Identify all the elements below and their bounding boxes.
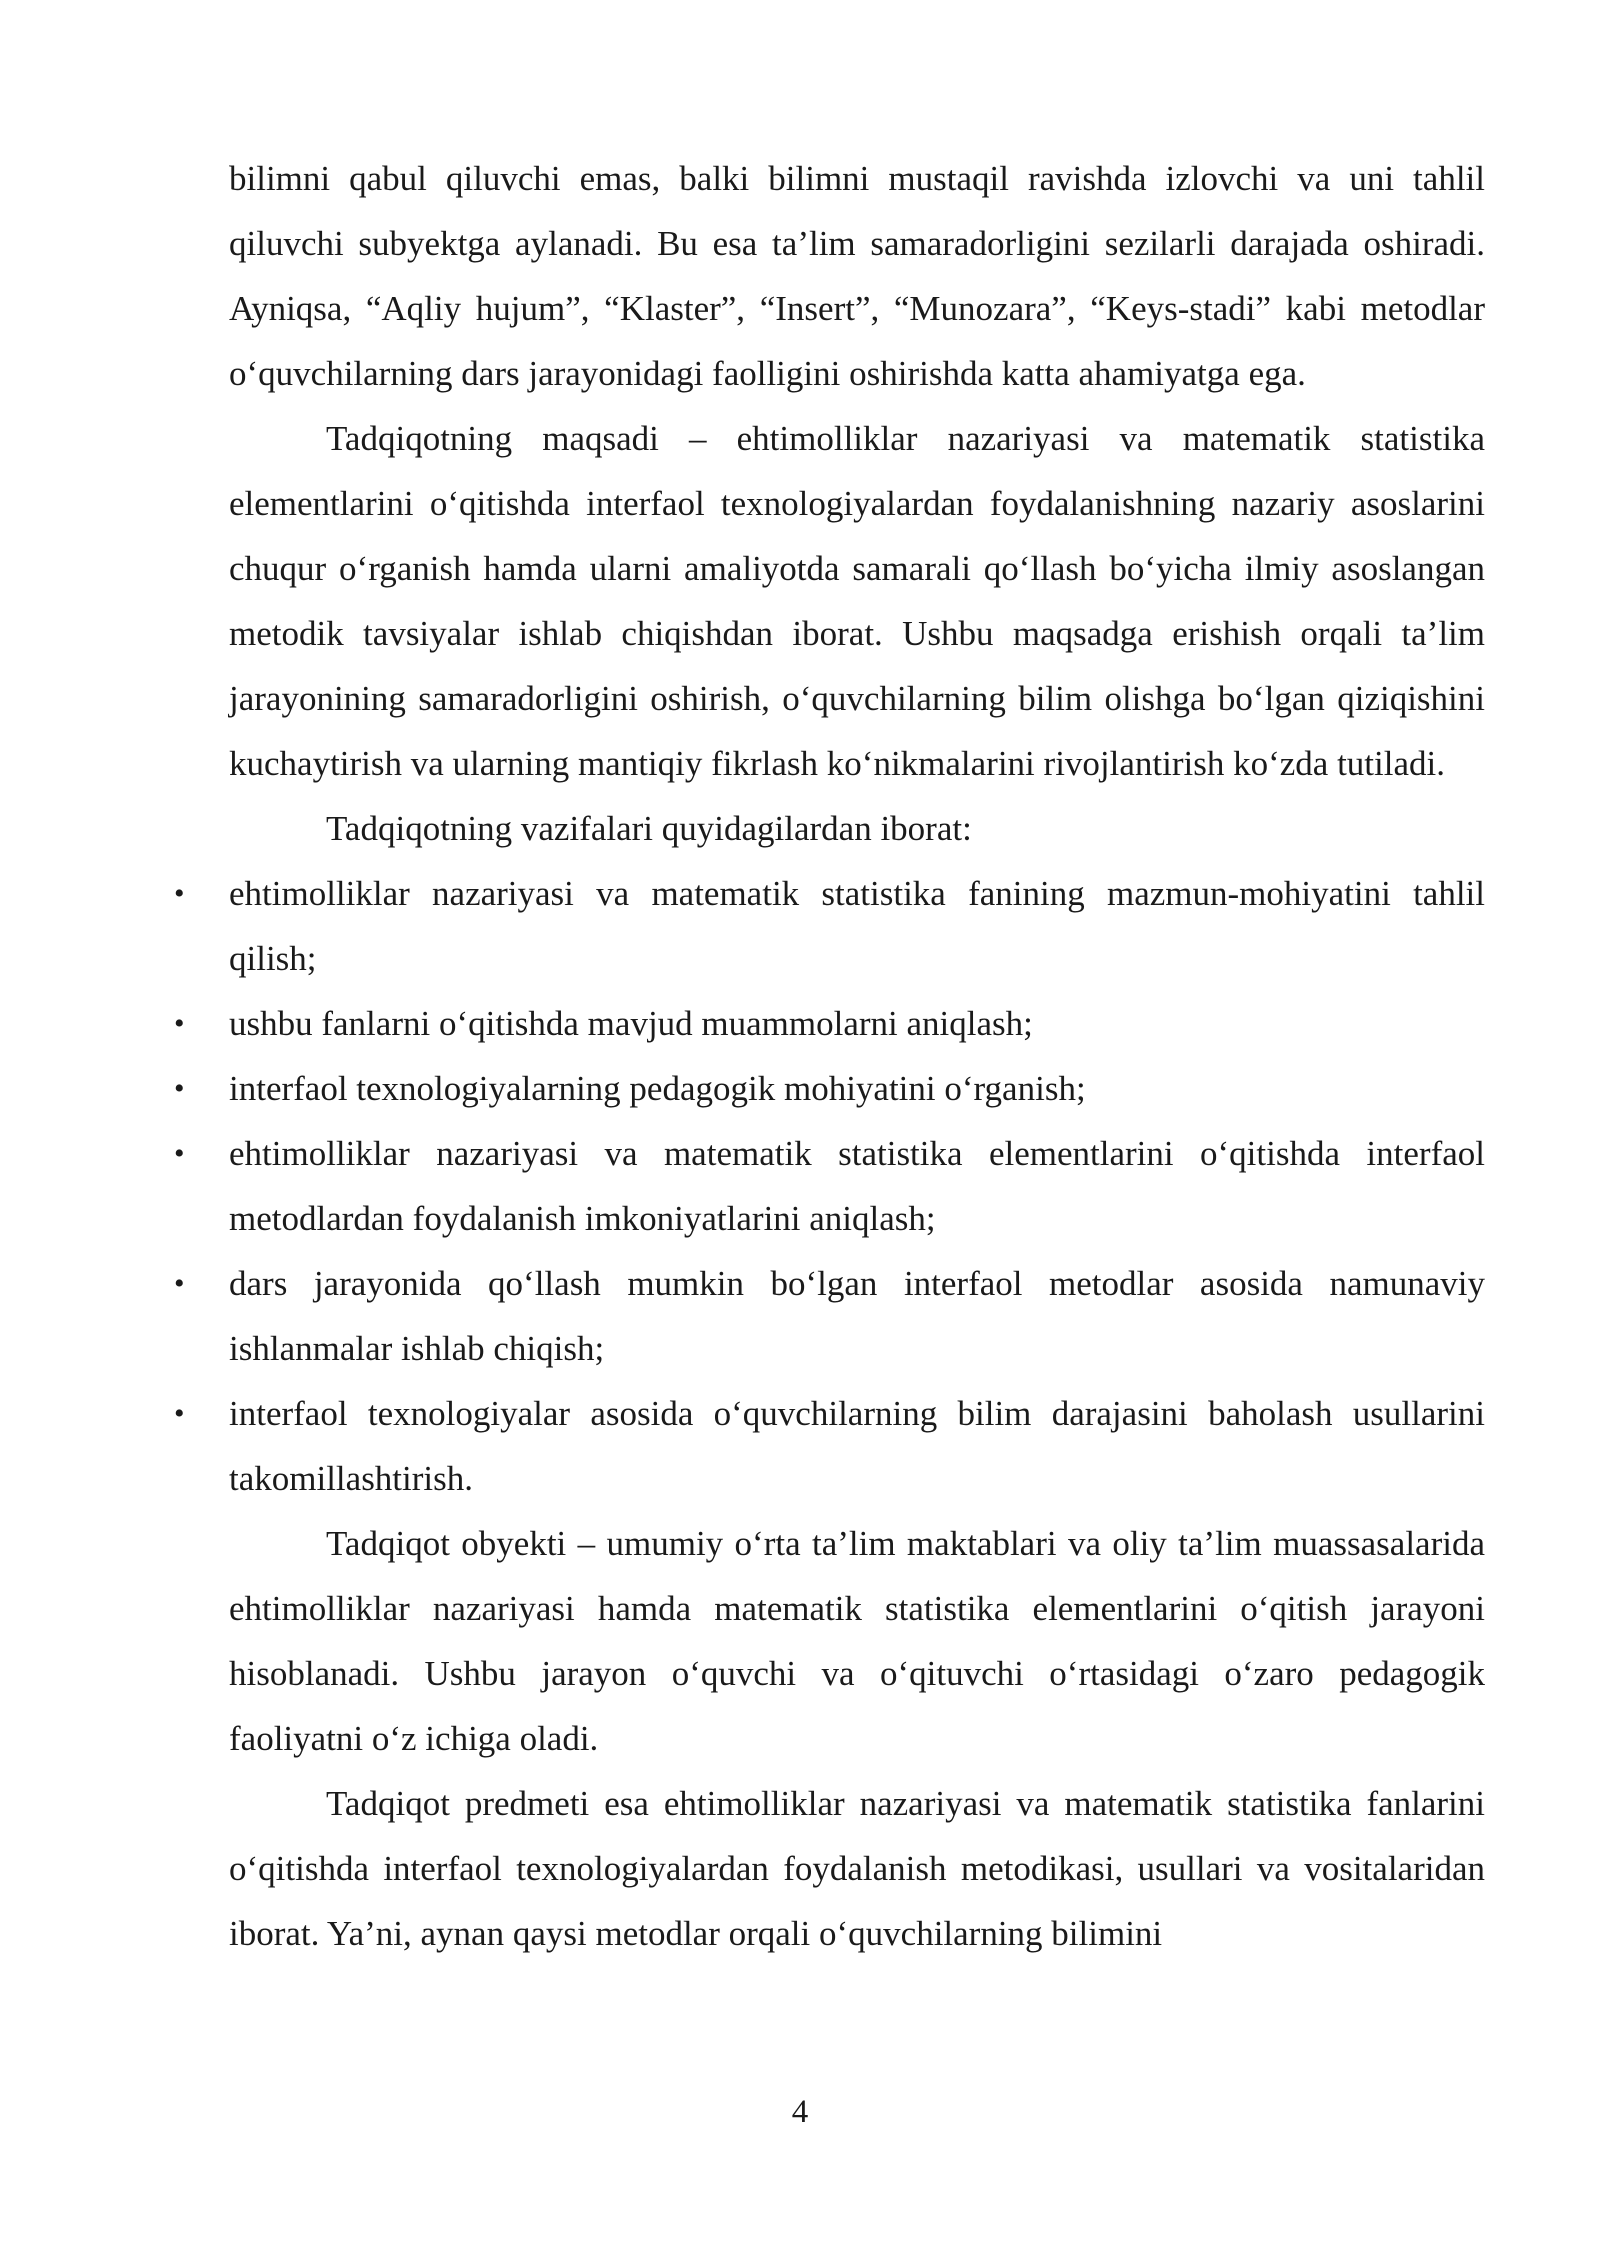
bullet-icon: • (174, 1137, 185, 1170)
list-item-text: ushbu fanlarni o‘qitishda mavjud muammolarni aniqlash; (229, 1004, 1033, 1043)
list-item (174, 1251, 1485, 1381)
list-item (174, 861, 1485, 991)
bullet-icon: • (174, 1072, 185, 1105)
paragraph-research-object: Tadqiqot obyekti – umumiy o‘rta ta’lim maktablari va oliy ta’lim muassasalarida ehtimolliklar nazariyasi hamda matematik statistika elementlarini o‘qitish jarayoni hisoblanadi. Ushbu jarayon o‘quvchi va o‘qituvchi o‘rtasidagi o‘zaro pedagogik faoliyatni o‘z ichiga oladi. (229, 1524, 1485, 1758)
page-number: 4 (791, 2094, 809, 2130)
list-item (174, 1121, 1485, 1251)
paragraph-intro-continuation: bilimni qabul qiluvchi emas, balki bilimni mustaqil ravishda izlovchi va uni tahlil qiluvchi subyektga aylanadi. Bu esa ta’lim samaradorligini sezilarli darajada oshiradi. Ayniqsa, “Aqliy hujum”, “Klaster”, “Insert”, “Munozara”, “Keys-stadi” kabi metodlar o‘quvchilarning dars jarayonidagi faolligini oshirishda katta ahamiyatga ega. (229, 159, 1485, 393)
list-item (174, 1381, 1485, 1511)
list-item (174, 1056, 1485, 1121)
list-item (174, 991, 1485, 1056)
document-page (174, 146, 1485, 1966)
paragraph-research-subject: Tadqiqot predmeti esa ehtimolliklar nazariyasi va matematik statistika fanlarini o‘qitishda interfaol texnologiyalardan foydalanish metodikasi, usullari va vositalaridan iborat. Ya’ni, aynan qaysi metodlar orqali o‘quvchilarning bilimini (229, 1784, 1485, 1953)
list-item-text: ehtimolliklar nazariyasi va matematik statistika fanining mazmun-mohiyatini tahlil qilish; (229, 874, 1485, 978)
list-item-text: dars jarayonida qo‘llash mumkin bo‘lgan interfaol metodlar asosida namunaviy ishlanmalar ishlab chiqish; (229, 1264, 1485, 1368)
paragraph-tasks-heading: Tadqiqotning vazifalari quyidagilardan iborat: (326, 809, 972, 848)
list-item-text: interfaol texnologiyalarning pedagogik mohiyatini o‘rganish; (229, 1069, 1086, 1108)
list-item-text: interfaol texnologiyalar asosida o‘quvchilarning bilim darajasini baholash usullarini takomillashtirish. (229, 1394, 1485, 1498)
paragraph-research-goal: Tadqiqotning maqsadi – ehtimolliklar nazariyasi va matematik statistika elementlarini o‘qitishda interfaol texnologiyalardan foydalanishning nazariy asoslarini chuqur o‘rganish hamda ularni amaliyotda samarali qo‘llash bo‘yicha ilmiy asoslangan metodik tavsiyalar ishlab chiqishdan iborat. Ushbu maqsadga erishish orqali ta’lim jarayonining samaradorligini oshirish, o‘quvchilarning bilim olishga bo‘lgan qiziqishini kuchaytirish va ularning mantiqiy fikrlash ko‘nikmalarini rivojlantirish ko‘zda tutiladi. (229, 419, 1485, 783)
bullet-icon: • (174, 1007, 185, 1040)
tasks-list (174, 861, 1485, 1511)
bullet-icon: • (174, 1267, 185, 1300)
bullet-icon: • (174, 1397, 185, 1430)
list-item-text: ehtimolliklar nazariyasi va matematik statistika elementlarini o‘qitishda interfaol metodlardan foydalanish imkoniyatlarini aniqlash; (229, 1134, 1485, 1238)
bullet-icon: • (174, 877, 185, 910)
